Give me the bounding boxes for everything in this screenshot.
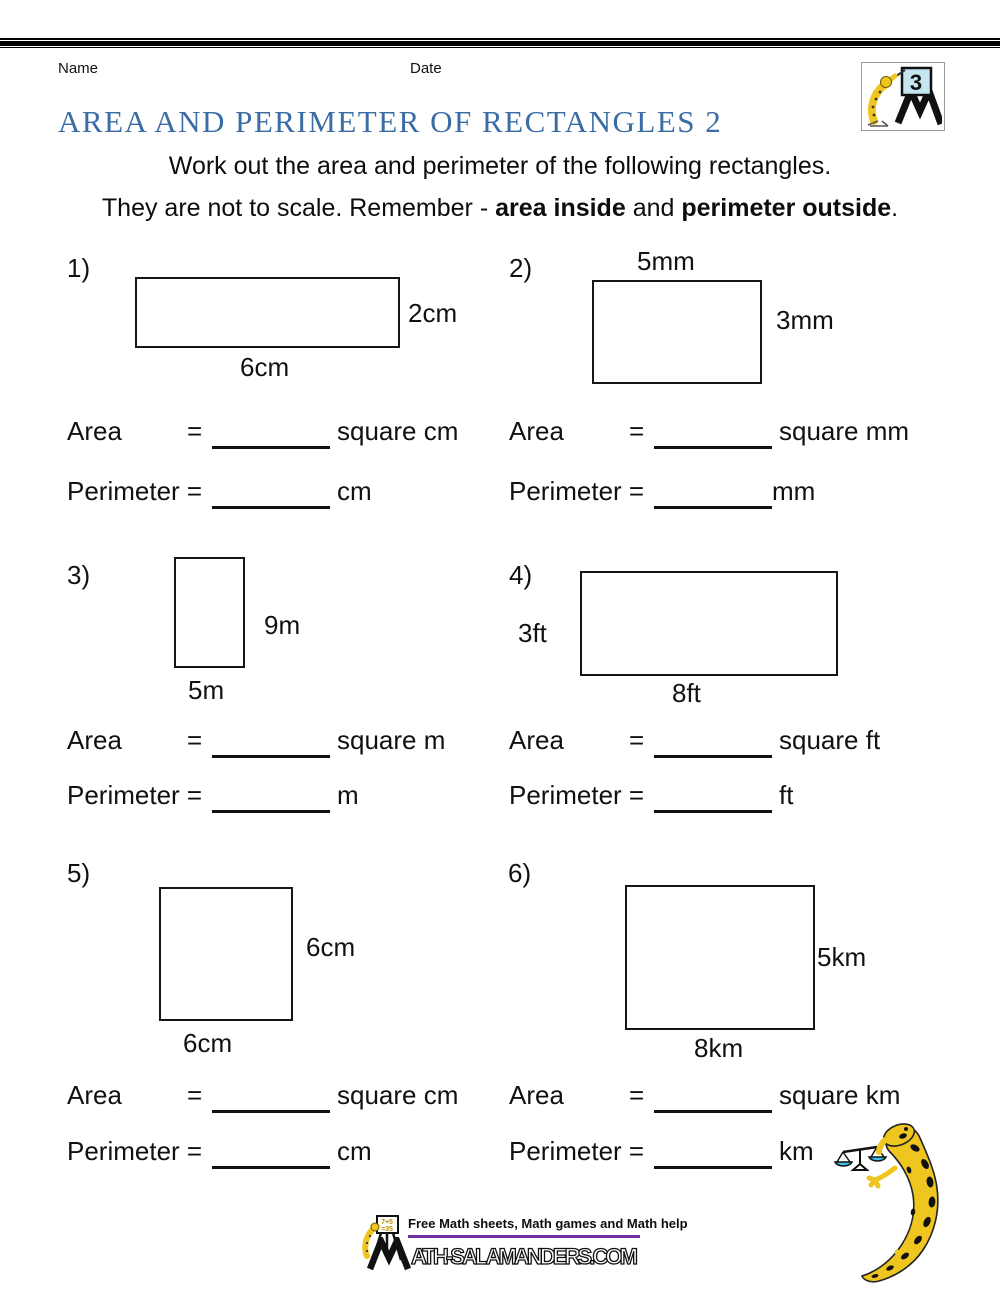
perimeter-label: Perimeter = bbox=[67, 1136, 203, 1166]
problem-number: 4) bbox=[509, 560, 533, 590]
height-label: 9m bbox=[264, 610, 301, 640]
area-answer-blank bbox=[654, 755, 772, 758]
equals-sign: = bbox=[629, 1080, 645, 1110]
area-unit-label: square cm bbox=[337, 1080, 459, 1110]
area-label: Area bbox=[67, 1080, 122, 1110]
salamander-eye bbox=[904, 1127, 908, 1131]
rectangle-shape bbox=[135, 277, 400, 348]
area-unit-label: square ft bbox=[779, 725, 881, 755]
area-unit-label: square mm bbox=[779, 416, 910, 446]
area-answer-blank bbox=[212, 1110, 330, 1113]
height-label: 3ft bbox=[518, 618, 547, 648]
top-rule-thin bbox=[0, 47, 1000, 48]
salamander-scales-icon bbox=[833, 1120, 968, 1292]
area-line bbox=[58, 725, 528, 763]
perimeter-unit-label: cm bbox=[337, 476, 372, 506]
instruction-line-2-prefix: They are not to scale. Remember - bbox=[101, 194, 496, 222]
perimeter-line bbox=[58, 780, 528, 818]
problem-number: 3) bbox=[67, 560, 91, 590]
spot bbox=[879, 91, 882, 94]
instruction-line-2-mid: and bbox=[625, 194, 682, 222]
site-name-logo bbox=[366, 1237, 651, 1271]
perimeter-unit-label: cm bbox=[337, 1136, 372, 1166]
area-line bbox=[500, 725, 970, 763]
height-label: 3mm bbox=[776, 305, 834, 335]
spot bbox=[875, 98, 878, 101]
page-title: AREA AND PERIMETER OF RECTANGLES 2 bbox=[58, 104, 723, 139]
name-label: Name bbox=[58, 60, 99, 77]
rectangle-shape bbox=[159, 887, 293, 1021]
salamander-arm bbox=[879, 1140, 885, 1152]
svg-text:=35: =35 bbox=[381, 1226, 393, 1233]
area-line bbox=[58, 1080, 528, 1118]
m-logo-icon bbox=[370, 1241, 408, 1269]
perimeter-label: Perimeter = bbox=[509, 780, 645, 810]
area-answer-blank bbox=[212, 446, 330, 449]
height-label: 5km bbox=[817, 942, 867, 972]
top-rule bbox=[0, 38, 1000, 40]
footer-tagline: Free Math sheets, Math games and Math help bbox=[408, 1216, 688, 1231]
area-unit-label: square cm bbox=[337, 416, 459, 446]
perimeter-answer-blank bbox=[654, 810, 772, 813]
width-label: 6cm bbox=[183, 1028, 233, 1058]
perimeter-line bbox=[500, 476, 970, 514]
equals-sign: = bbox=[187, 416, 203, 446]
area-label: Area bbox=[509, 725, 564, 755]
svg-text:7+5: 7+5 bbox=[381, 1219, 393, 1226]
width-label: 6cm bbox=[240, 352, 290, 382]
perimeter-line bbox=[58, 476, 528, 514]
width-label: 8km bbox=[694, 1033, 744, 1063]
area-label: Area bbox=[67, 725, 122, 755]
rectangle-shape bbox=[592, 280, 762, 384]
problem-number: 6) bbox=[508, 858, 532, 888]
perimeter-unit-label: m bbox=[337, 780, 359, 810]
rectangle-shape bbox=[174, 557, 245, 668]
perimeter-answer-blank bbox=[212, 1166, 330, 1169]
area-answer-blank bbox=[654, 446, 772, 449]
badge-salamander-head bbox=[881, 77, 892, 88]
height-label: 2cm bbox=[408, 298, 458, 328]
problem-3 bbox=[58, 548, 528, 848]
height-label: 6cm bbox=[306, 932, 356, 962]
area-line bbox=[500, 1080, 970, 1118]
problem-2 bbox=[500, 245, 970, 545]
equals-sign: = bbox=[629, 725, 645, 755]
area-line bbox=[58, 416, 528, 454]
perimeter-answer-blank bbox=[654, 506, 772, 509]
width-label: 5mm bbox=[637, 246, 695, 276]
area-label: Area bbox=[509, 1080, 564, 1110]
instruction-line-2 bbox=[0, 194, 1000, 223]
perimeter-line bbox=[58, 1136, 528, 1174]
perimeter-unit-label: km bbox=[779, 1136, 814, 1166]
perimeter-answer-blank bbox=[654, 1166, 772, 1169]
equals-sign: = bbox=[629, 416, 645, 446]
area-label: Area bbox=[67, 416, 122, 446]
perimeter-label: Perimeter = bbox=[67, 476, 203, 506]
perimeter-label: Perimeter = bbox=[509, 1136, 645, 1166]
instruction-line-1: Work out the area and perimeter of the following rectangles. bbox=[168, 152, 832, 180]
width-label: 5m bbox=[188, 675, 225, 705]
width-label: 8ft bbox=[672, 678, 701, 708]
problem-number: 5) bbox=[67, 858, 91, 888]
date-label: Date bbox=[410, 60, 442, 77]
perimeter-line bbox=[500, 780, 970, 818]
area-answer-blank bbox=[212, 755, 330, 758]
problem-5 bbox=[58, 845, 528, 1185]
footer-logo bbox=[360, 1210, 688, 1272]
perimeter-answer-blank bbox=[212, 810, 330, 813]
area-label: Area bbox=[509, 416, 564, 446]
instruction-perimeter-outside: perimeter outside bbox=[681, 194, 892, 222]
area-unit-label: square m bbox=[337, 725, 446, 755]
grade-badge-number: 3 bbox=[909, 70, 923, 95]
salamander-front-leg bbox=[869, 1168, 895, 1186]
perimeter-unit-label: ft bbox=[779, 780, 794, 810]
perimeter-label: Perimeter = bbox=[509, 476, 645, 506]
site-name-text: ATH-SALAMANDERS.COM bbox=[411, 1244, 639, 1269]
rectangle-shape bbox=[580, 571, 838, 676]
area-unit-label: square km bbox=[779, 1080, 901, 1110]
problem-4 bbox=[500, 548, 970, 848]
equals-sign: = bbox=[187, 725, 203, 755]
instruction-area-inside: area inside bbox=[495, 194, 626, 222]
problem-number: 2) bbox=[509, 253, 533, 283]
problem-number: 1) bbox=[67, 253, 91, 283]
area-line bbox=[500, 416, 970, 454]
perimeter-unit-label: mm bbox=[772, 476, 816, 506]
perimeter-answer-blank bbox=[212, 506, 330, 509]
perimeter-label: Perimeter = bbox=[67, 780, 203, 810]
area-answer-blank bbox=[654, 1110, 772, 1113]
top-rule-thick bbox=[0, 41, 1000, 46]
rectangle-shape bbox=[625, 885, 815, 1030]
problem-1 bbox=[58, 245, 528, 545]
instruction-line-2-suffix: . bbox=[891, 194, 899, 222]
equals-sign: = bbox=[187, 1080, 203, 1110]
